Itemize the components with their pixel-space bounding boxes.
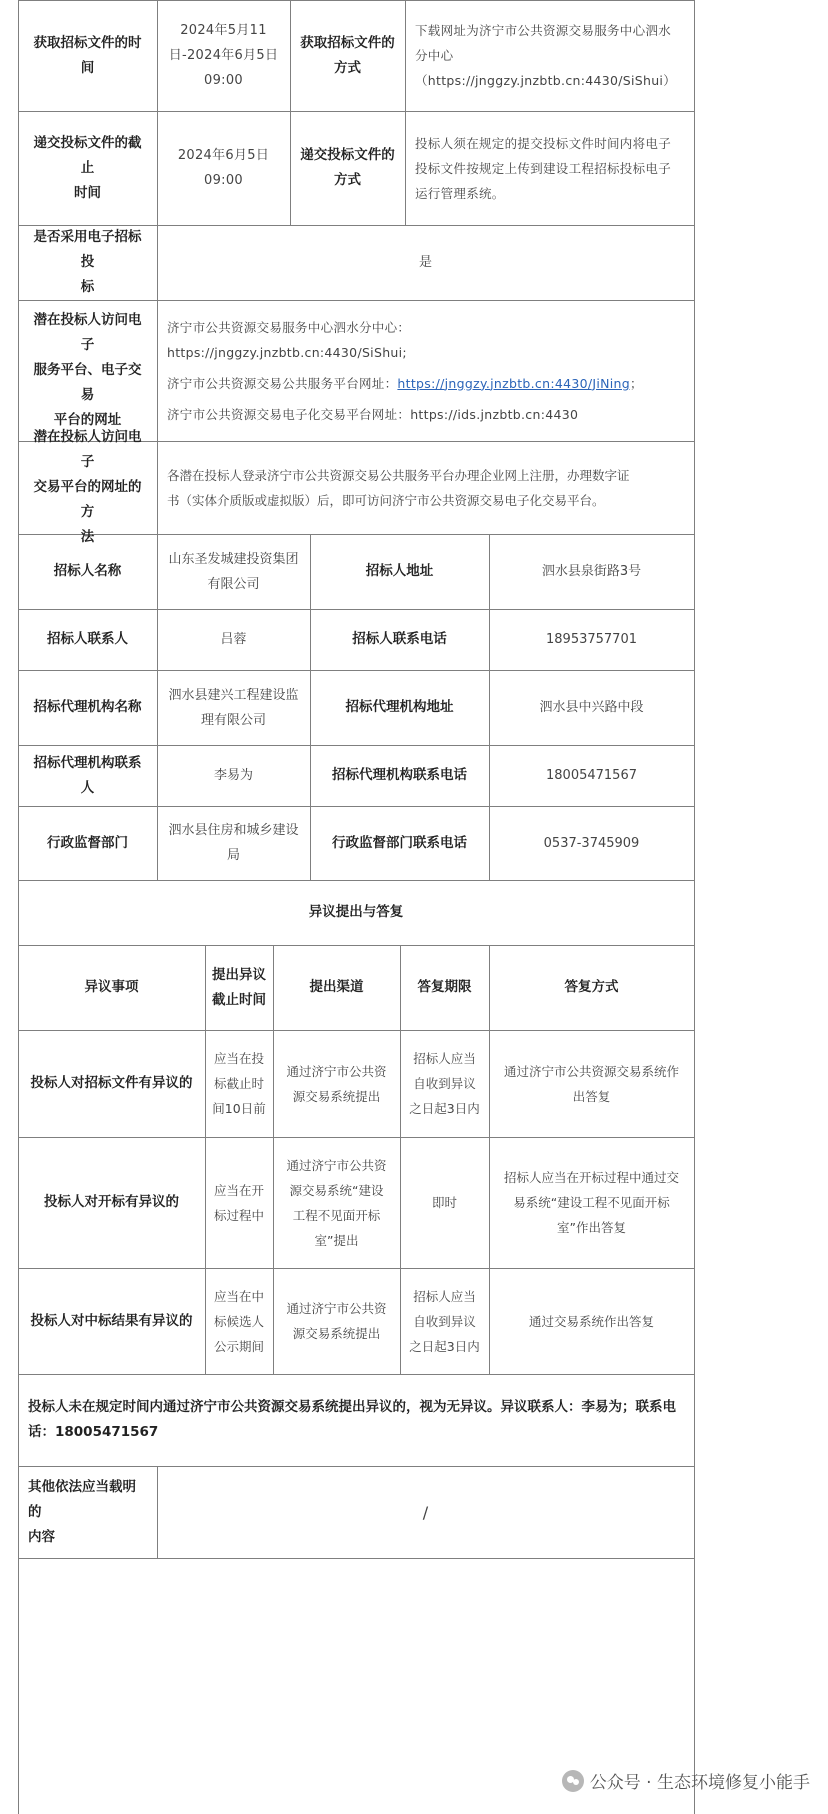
- objection-cell: 应当在中 标候选人 公示期间: [213, 1288, 264, 1354]
- platform-url-jining-suffix: ；: [630, 375, 643, 391]
- table-border-right: [694, 0, 695, 1814]
- platform-url-jining-prefix: 济宁市公共资源交易公共服务平台网址：: [167, 375, 398, 391]
- contact-value: 18953757701: [546, 632, 637, 647]
- objection-note: 投标人未在规定时间内通过济宁市公共资源交易系统提出异议的，视为无异议。异议联系人：李易为；联系电 话：18005471567: [28, 1399, 676, 1440]
- electronic-bidding-value: 是: [418, 255, 432, 270]
- objection-cell: 招标人应当在开标过程中通过交 易系统“建设工程不见面开标 室”作出答复: [503, 1170, 679, 1235]
- obtain-time-label: 获取招标文件的时间: [33, 34, 142, 76]
- submit-method-label: 递交投标文件的 方式: [300, 147, 395, 188]
- objection-cell: 招标人应当 自收到异议 之日起3日内: [409, 1288, 480, 1354]
- contact-value: 泗水县住房和城乡建设 局: [168, 823, 299, 863]
- contact-key: 招标代理机构地址: [345, 699, 454, 715]
- contact-key: 行政监督部门联系电话: [332, 834, 467, 851]
- platform-urls-value: [157, 300, 694, 441]
- platform-url-jining-link[interactable]: https://jnggzy.jnzbtb.cn:4430/JiNing: [397, 375, 630, 391]
- contact-value: 泗水县建兴工程建设监 理有限公司: [168, 687, 299, 728]
- row-border: [18, 1558, 694, 1559]
- objection-cell: 应当在开 标过程中: [213, 1182, 264, 1223]
- objection-cell: 应当在投 标截止时 间10日前: [212, 1051, 266, 1116]
- contact-value: 18005471567: [546, 768, 637, 783]
- objection-cell: 投标人对中标结果有异议的: [30, 1312, 193, 1329]
- contact-key: 招标人联系人: [47, 631, 128, 647]
- contact-value: 泗水县中兴路中段: [539, 700, 644, 715]
- contact-key: 招标人地址: [365, 563, 434, 579]
- contact-key: 招标代理机构联系人: [33, 754, 142, 796]
- wechat-official-account-icon: [562, 1770, 584, 1792]
- objection-header: 答复方式: [564, 979, 619, 995]
- platform-method-label: 潜在投标人访问电子 交易平台的网址的方 法: [33, 429, 142, 545]
- contact-key: 行政监督部门: [47, 834, 128, 851]
- objection-cell: 投标人对开标有异议的: [44, 1194, 179, 1210]
- contact-key: 招标人名称: [53, 563, 122, 579]
- platform-url-jining-line: [167, 371, 643, 396]
- objection-cell: 招标人应当 自收到异议 之日起3日内: [409, 1051, 480, 1116]
- objection-header: 异议事项: [84, 979, 139, 995]
- objection-section-title: 异议提出与答复: [308, 904, 404, 920]
- objection-cell: 通过济宁市公共资 源交易系统提出: [286, 1301, 387, 1341]
- objection-cell: 通过济宁市公共资 源交易系统提出: [286, 1063, 387, 1104]
- submit-deadline-label: 递交投标文件的截止 时间: [33, 134, 142, 201]
- submit-deadline-value: 2024年6月5日09:00: [177, 148, 270, 188]
- platform-method-value: 各潜在投标人登录济宁市公共资源交易公共服务平台办理企业网上注册，办理数字证 书（实体介质版或虚拟版）后，即可访问济宁市公共资源交易电子化交易平台。: [167, 467, 630, 508]
- obtain-time-value: 2024年5月11 日-2024年6月5日 09:00: [168, 23, 279, 88]
- objection-cell: 通过济宁市公共资 源交易系统“建设 工程不见面开标 室”提出: [286, 1157, 387, 1248]
- contact-key: 招标代理机构联系电话: [332, 767, 467, 783]
- objection-header: 提出渠道: [309, 979, 364, 995]
- objection-header: 提出异议 截止时间: [212, 966, 266, 1008]
- contact-value: 0537-3745909: [543, 835, 640, 851]
- watermark: [562, 1768, 810, 1793]
- contact-value: 山东圣发城建投资集团 有限公司: [168, 551, 299, 592]
- contact-value: 泗水县泉街路3号: [541, 564, 642, 579]
- platform-urls-label: 潜在投标人访问电子 服务平台、电子交易 平台的网址: [33, 312, 142, 428]
- objection-cell: 通过交易系统作出答复: [528, 1313, 654, 1329]
- submit-method-value: 投标人须在规定的提交投标文件时间内将电子 投标文件按规定上传到建设工程招标投标电子 运行管理系统。: [415, 135, 672, 201]
- watermark-text: 公众号 · 生态环境修复小能手: [589, 1773, 810, 1793]
- contact-value: 吕蓉: [220, 632, 247, 647]
- objection-header: 答复期限: [417, 979, 472, 995]
- obtain-method-value: 下载网址为济宁市公共资源交易服务中心泗水 分中心 （https://jnggzy.jnzbtb.cn:4430/SiShui）: [415, 23, 677, 88]
- contact-key: 招标代理机构名称: [33, 699, 142, 715]
- contact-key: 招标人联系电话: [352, 631, 447, 647]
- other-content-label: 其他依法应当载明的 内容: [28, 1478, 136, 1545]
- objection-cell: 即时: [431, 1195, 457, 1210]
- objection-cell: 投标人对招标文件有异议的: [30, 1075, 193, 1091]
- platform-url-ids: 济宁市公共资源交易电子化交易平台网址：https://ids.jnzbtb.cn:4430: [167, 406, 579, 422]
- electronic-bidding-label: 是否采用电子招标投 标: [33, 229, 142, 295]
- objection-cell: 通过济宁市公共资源交易系统作 出答复: [503, 1063, 679, 1104]
- obtain-method-label: 获取招标文件的 方式: [300, 34, 395, 76]
- platform-url-sishui: 济宁市公共资源交易服务中心泗水分中心： https://jnggzy.jnzbtb.cn:4430/SiShui;: [167, 319, 411, 360]
- contact-value: 李易为: [213, 768, 253, 783]
- other-content-value: /: [422, 1502, 429, 1522]
